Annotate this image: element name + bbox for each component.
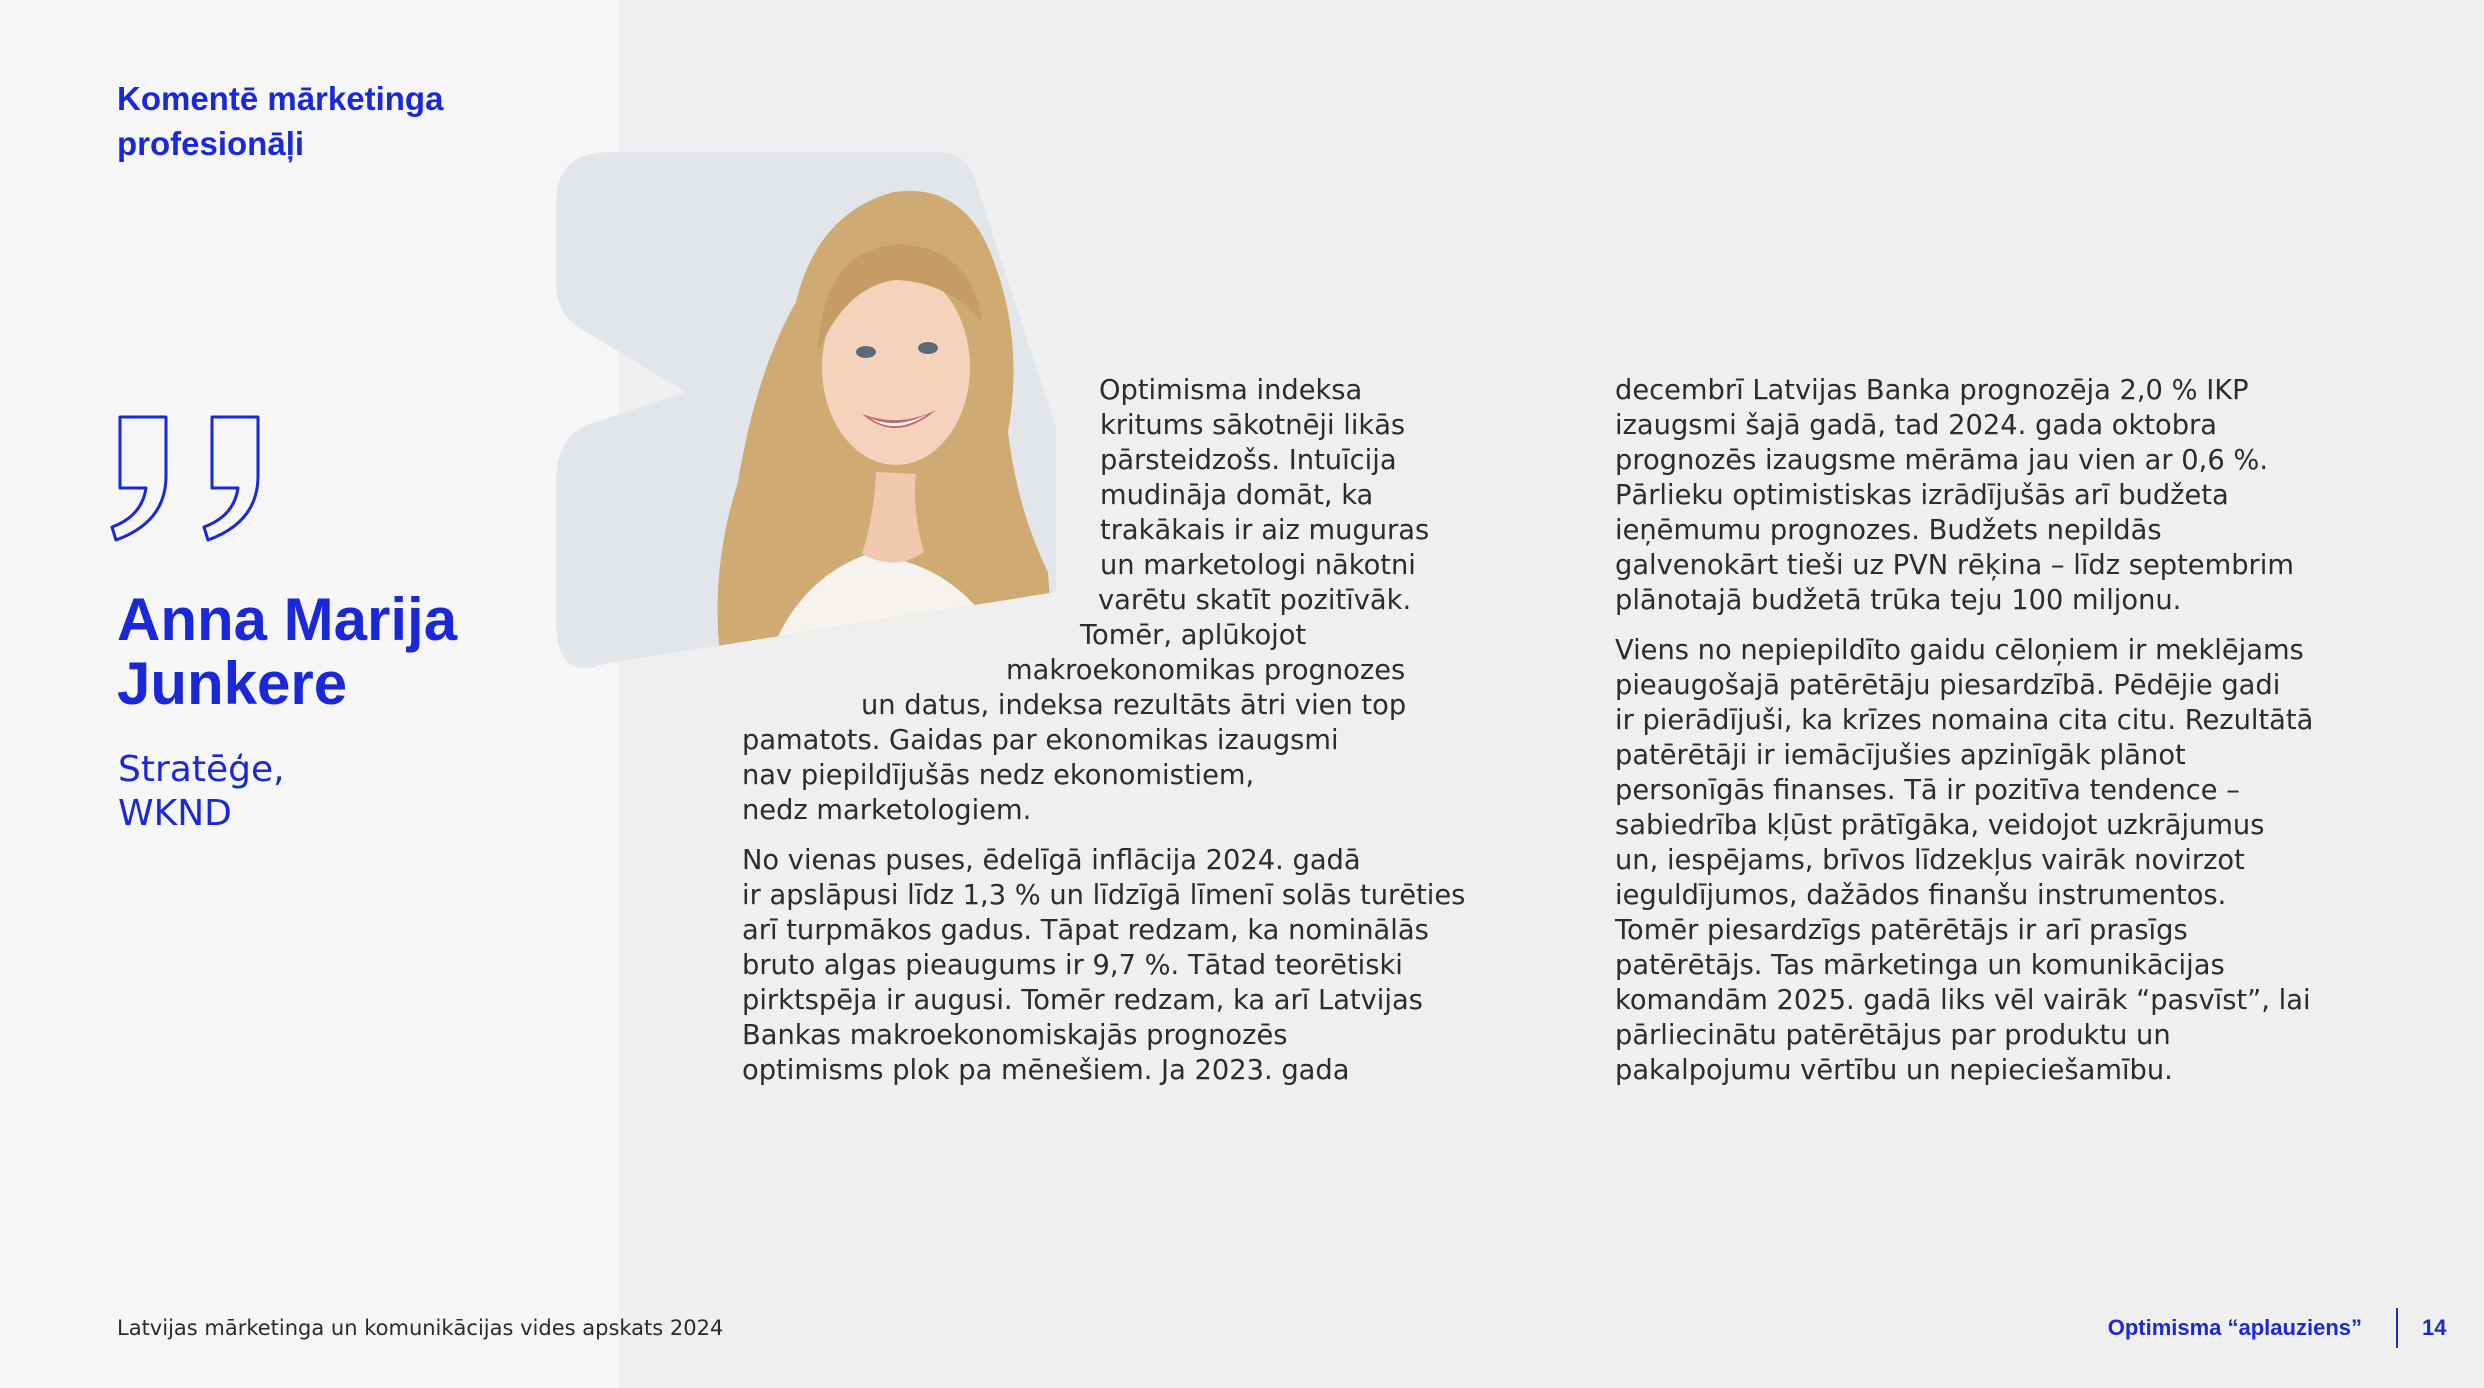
text-line: un datus, indeksa rezultāts ātri vien top xyxy=(861,690,1407,721)
section-label xyxy=(117,76,577,166)
text-line: Tomēr piesardzīgs patērētājs ir arī prasīgs xyxy=(1615,915,2188,946)
text-line: trakākais ir aiz muguras xyxy=(1100,515,1430,546)
text-line: plānotajā budžetā trūka teju 100 miljonu. xyxy=(1615,585,2182,616)
person-role-line: WKND xyxy=(118,793,232,834)
text-line: No vienas puses, ēdelīgā inflācija 2024. gadā xyxy=(742,845,1361,876)
text-line: arī turpmākos gadus. Tāpat redzam, ka nominālās xyxy=(742,915,1429,946)
text-line: pamatots. Gaidas par ekonomikas izaugsmi xyxy=(742,725,1339,756)
article-column-2 xyxy=(1615,373,2465,1103)
text-line: ieņēmumu prognozes. Budžets nepildās xyxy=(1615,515,2162,546)
text-line: mudināja domāt, ka xyxy=(1100,480,1374,511)
text-line: pieaugošajā patērētāju piesardzībā. Pēdējie gadi xyxy=(1615,670,2281,701)
article-paragraph xyxy=(742,373,1512,828)
text-line: optimisms plok pa mēnešiem. Ja 2023. gada xyxy=(742,1055,1350,1086)
section-label-line: Komentē mārketinga xyxy=(117,80,444,117)
text-line: Tomēr, aplūkojot xyxy=(1080,620,1307,651)
text-line: pirktspēja ir augusi. Tomēr redzam, ka arī Latvijas xyxy=(742,985,1423,1016)
text-line: pakalpojumu vērtību un nepieciešamību. xyxy=(1615,1055,2173,1086)
section-label-line: profesionāļi xyxy=(117,125,305,162)
text-line: pārliecinātu patērētājus par produktu un xyxy=(1615,1020,2171,1051)
footer-divider xyxy=(2396,1308,2398,1348)
text-line: bruto algas pieaugums ir 9,7 %. Tātad teorētiski xyxy=(742,950,1403,981)
closing-quote-icon xyxy=(108,414,288,544)
text-line: Bankas makroekonomiskajās prognozēs xyxy=(742,1020,1288,1051)
person-role xyxy=(118,748,578,836)
text-line: Optimisma indeksa xyxy=(1099,375,1363,406)
text-line: ir apslāpusi līdz 1,3 % un līdzīgā līmenī solās turēties xyxy=(742,880,1466,911)
text-line: Viens no nepiepildīto gaidu cēloņiem ir meklējams xyxy=(1615,635,2304,666)
text-line: ir pierādījuši, ka krīzes nomaina cita citu. Rezultātā xyxy=(1615,705,2314,736)
article-paragraph xyxy=(1615,373,2465,618)
text-line: makroekonomikas prognozes xyxy=(1006,655,1406,686)
text-line: ieguldījumos, dažādos finanšu instrumentos. xyxy=(1615,880,2227,911)
footer-publication-title: Latvijas mārketinga un komunikācijas vides apskats 2024 xyxy=(117,1316,724,1340)
footer-section-title: Optimisma “aplauziens” xyxy=(2107,1315,2362,1340)
text-line: kritums sākotnēji likās xyxy=(1100,410,1406,441)
text-line: nedz marketologiem. xyxy=(742,795,1032,826)
text-line: un, iespējams, brīvos līdzekļus vairāk novirzot xyxy=(1615,845,2245,876)
text-line: izaugsmi šajā gadā, tad 2024. gada oktobra xyxy=(1615,410,2217,441)
text-line: personīgās finanses. Tā ir pozitīva tendence – xyxy=(1615,775,2240,806)
text-line: galvenokārt tieši uz PVN rēķina – līdz septembrim xyxy=(1615,550,2294,581)
text-line: pārsteidzošs. Intuīcija xyxy=(1100,445,1397,476)
text-line: Pārlieku optimistiskas izrādījušās arī budžeta xyxy=(1615,480,2229,511)
text-line: varētu skatīt pozitīvāk. xyxy=(1098,585,1412,616)
text-line: un marketologi nākotni xyxy=(1100,550,1416,581)
text-line: komandām 2025. gadā liks vēl vairāk “pasvīst”, lai xyxy=(1615,985,2311,1016)
text-line: nav piepildījušās nedz ekonomistiem, xyxy=(742,760,1255,791)
person-name-line: Anna Marija xyxy=(117,586,458,653)
page-number: 14 xyxy=(2422,1315,2447,1340)
article-paragraph xyxy=(742,843,1512,1088)
person-role-line: Stratēģe, xyxy=(118,749,285,790)
text-line: prognozēs izaugsme mērāma jau vien ar 0,6 %. xyxy=(1615,445,2269,476)
text-line: patērētājs. Tas mārketinga un komunikācijas xyxy=(1615,950,2225,981)
text-line: patērētāji ir iemācījušies apzinīgāk plānot xyxy=(1615,740,2186,771)
person-name xyxy=(117,588,577,716)
person-name-line: Junkere xyxy=(117,650,348,717)
article-column-1 xyxy=(742,373,1512,1103)
text-line: sabiedrība kļūst prātīgāka, veidojot uzkrājumus xyxy=(1615,810,2265,841)
text-line: decembrī Latvijas Banka prognozēja 2,0 % IKP xyxy=(1615,375,2249,406)
article-paragraph xyxy=(1615,633,2465,1088)
